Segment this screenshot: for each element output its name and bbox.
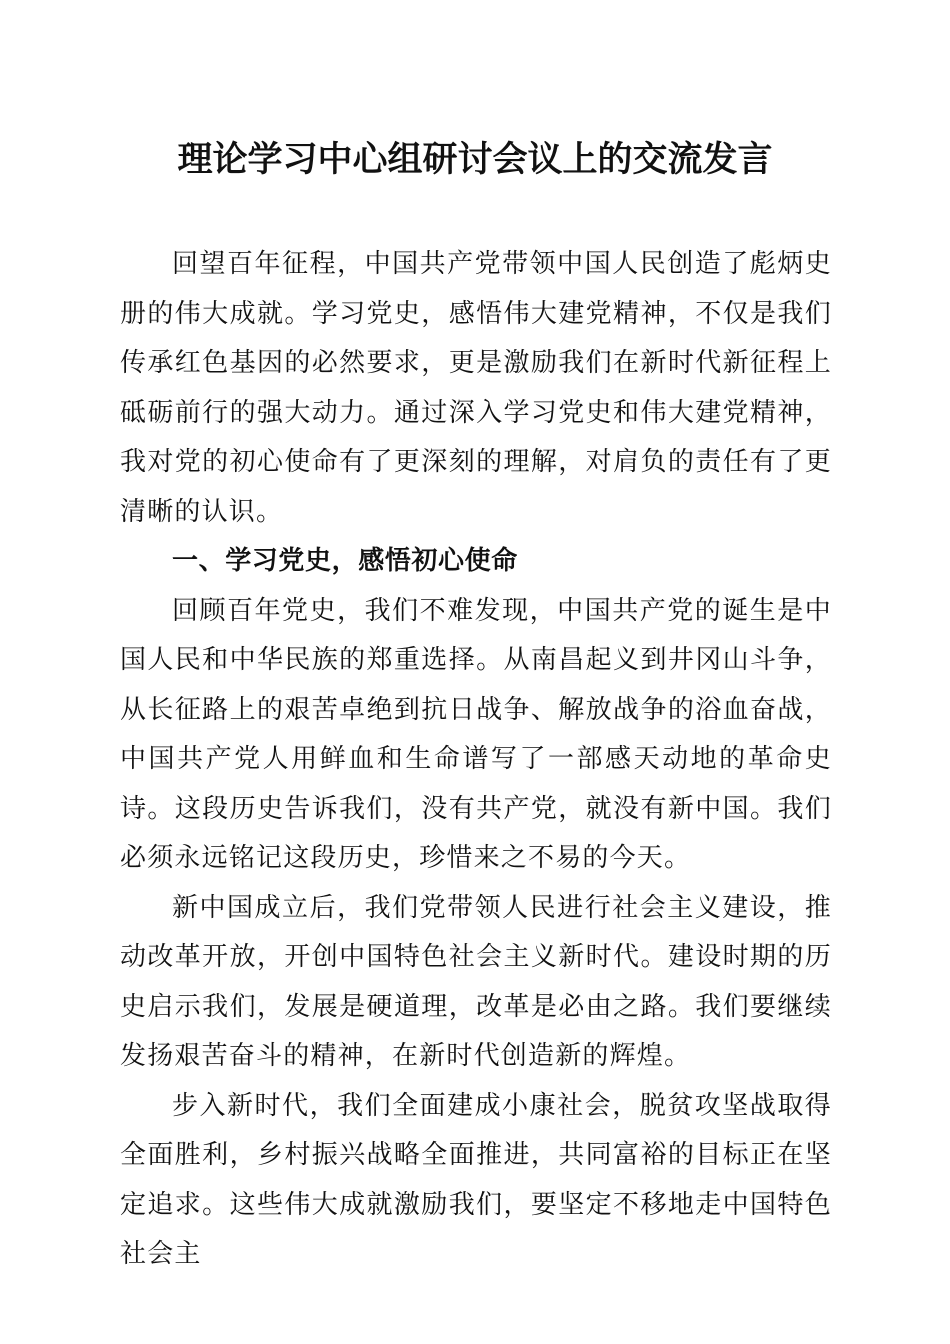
paragraph-history-review: 回顾百年党史，我们不难发现，中国共产党的诞生是中国人民和中华民族的郑重选择。从南昌起义到井冈山斗争，从长征路上的艰苦卓绝到抗日战争、解放战争的浴血奋战，中国共产党人用鲜血和生命谱写了一部感天动地的革命史诗。这段历史告诉我们，没有共产党，就没有新中国。我们必须永远铭记这段历史，珍惜来之不易的今天。 bbox=[120, 595, 832, 873]
paragraph-new-china: 新中国成立后，我们党带领人民进行社会主义建设，推动改革开放，开创中国特色社会主义新时代。建设时期的历史启示我们，发展是硬道理，改革是必由之路。我们要继续发扬艰苦奋斗的精神，在新时代创造新的辉煌。 bbox=[120, 892, 832, 1071]
document-title: 理论学习中心组研讨会议上的交流发言 bbox=[177, 140, 773, 180]
document-body bbox=[120, 240, 832, 1280]
section-heading-1: 一、学习党史，感悟初心使命 bbox=[172, 546, 518, 576]
paragraph-intro: 回望百年征程，中国共产党带领中国人民创造了彪炳史册的伟大成就。学习党史，感悟伟大建党精神，不仅是我们传承红色基因的必然要求，更是激励我们在新时代新征程上砥砺前行的强大动力。通过深入学习党史和伟大建党精神，我对党的初心使命有了更深刻的理解，对肩负的责任有了更清晰的认识。 bbox=[120, 249, 832, 527]
paragraph-new-era: 步入新时代，我们全面建成小康社会，脱贫攻坚战取得全面胜利，乡村振兴战略全面推进，共同富裕的目标正在坚定追求。这些伟大成就激励我们，要坚定不移地走中国特色社会主 bbox=[120, 1090, 832, 1269]
